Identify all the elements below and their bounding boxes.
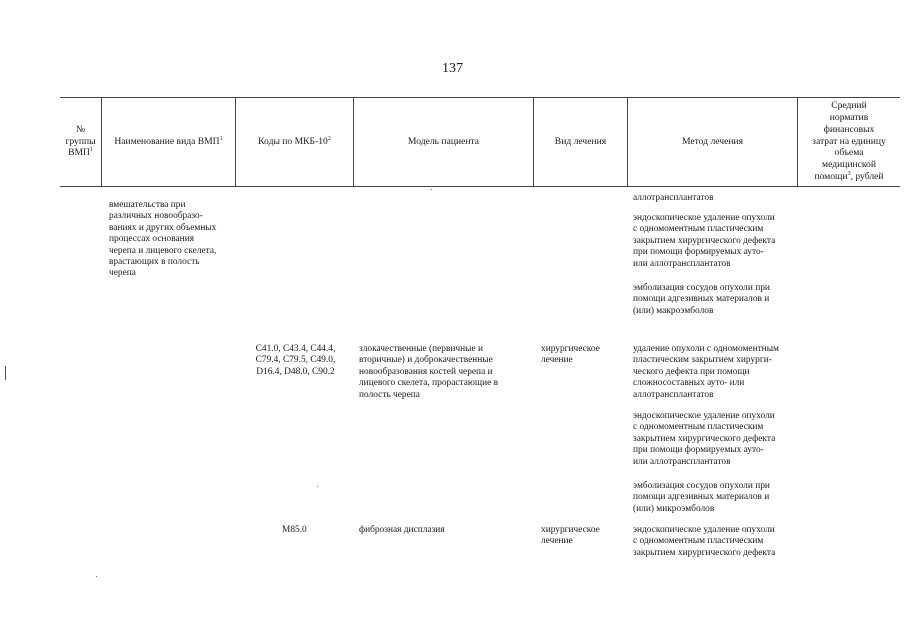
method-cell: эндоскопическое удаление опухоли с одномоментным пластическим закрытием хирургического дефекта [633,525,776,558]
patient-model-cell: злокачественные (первичные и вторичные) и доброкачественные новообразования костей черепа и лицевого скелета, прорастающие в полость черепа [359,344,499,400]
header-name: Наименование вида ВМП$^1$ [114,135,223,147]
method-cell: аллотрансплантатов [633,193,714,203]
scan-speck [96,576,97,577]
header-treatment-type: Вид лечения [554,135,607,147]
method-cell: эмболизация сосудов опухоли при помощи адгезивных материалов и (или) макроэмболов [633,283,770,316]
header-patient-model: Модель пациента [407,135,480,147]
treatment-type-cell: хирургическое лечение [541,344,600,366]
icd-codes-cell: M85.0 [282,525,307,535]
scan-mark [5,366,6,380]
method-cell: удаление опухоли с одномоментным пластическим закрытием хирурги- ческого дефекта при помощи сложносоставных ауто- или аллотрансплантатов [633,344,779,400]
header-codes: Коды по МКБ-$10^2$ [258,135,331,147]
vmp-name-cell: вмешательства при различных новообразо- ваниях и других объемных процессах основания черепа и лицевого скелета, врастающих в полость черепа [109,200,217,279]
header-bottom-border [60,186,900,187]
scan-speck [431,189,432,190]
treatment-type-cell: хирургическое лечение [541,525,600,547]
scan-speck [317,486,318,487]
header-group-no: № группы ВМП$^1$ [65,123,96,159]
method-cell: эндоскопическое удаление опухоли с одномоментным пластическим закрытием хирургического дефекта при помощи формируемых ауто- или аллотрансплантатов [633,411,776,467]
page-number: 137 [442,61,463,76]
header-method: Метод лечения [681,135,744,147]
method-cell: эндоскопическое удаление опухоли с одномоментным пластическим закрытием хирургического дефекта при помощи формируемых ауто- или аллотрансплантатов [633,213,776,269]
patient-model-cell: фиброзная дисплазия [359,525,445,535]
header-norm: Средний норматив финансовых затрат на единицу объема медицинской помощи$^3$, рублей [812,100,886,182]
method-cell: эмболизация сосудов опухоли при помощи адгезивных материалов и (или) микроэмболов [633,481,770,514]
icd-codes-cell: C41.0, C43.4, C44.4, C79.4, C79.5, C49.0, D16.4, D48.0, C90.2 [255,344,336,377]
